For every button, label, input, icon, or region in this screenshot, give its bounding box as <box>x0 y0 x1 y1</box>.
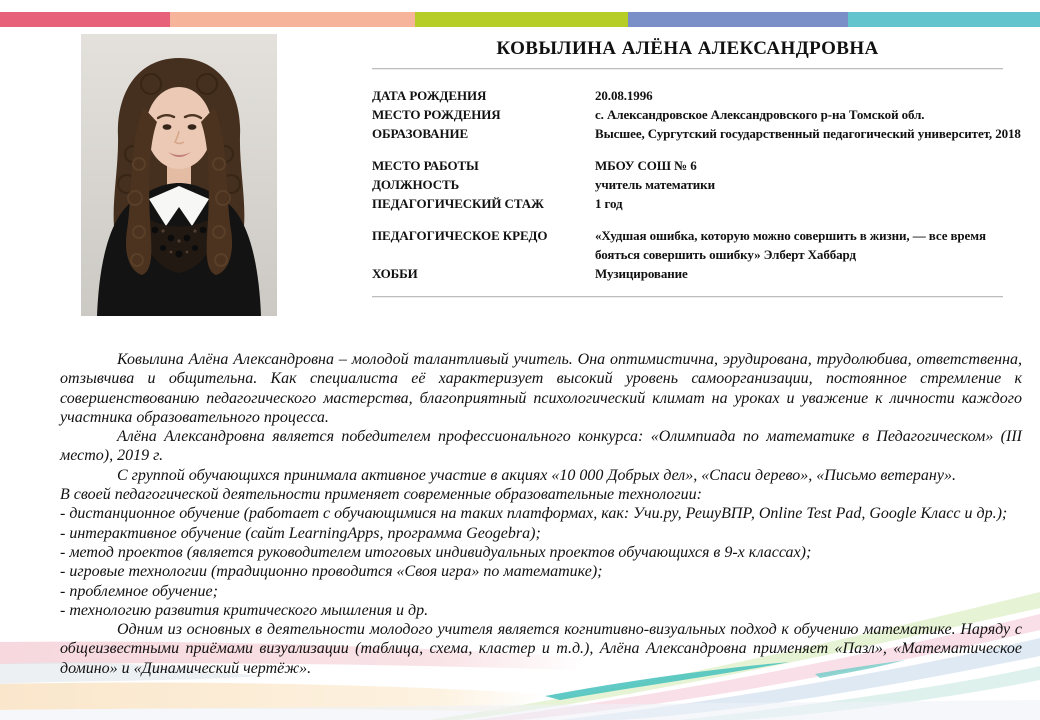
profile-table <box>372 86 1021 283</box>
info-label: МЕСТО РОЖДЕНИЯ <box>372 107 501 122</box>
body-text <box>60 350 1022 678</box>
info-row <box>372 86 1003 105</box>
info-label: ПЕДАГОГИЧЕСКИЙ СТАЖ <box>372 196 544 211</box>
info-label: ОБРАЗОВАНИЕ <box>372 126 469 141</box>
strip-segment <box>170 12 415 27</box>
table-row-gap <box>372 213 1003 226</box>
info-value: учитель математики <box>595 177 715 192</box>
info-label: МЕСТО РАБОТЫ <box>372 158 479 173</box>
table-row-gap <box>372 143 1003 156</box>
info-value: 20.08.1996 <box>595 88 653 103</box>
paragraph: - проблемное обучение; <box>60 582 218 600</box>
strip-segment <box>848 12 1040 27</box>
info-row <box>372 194 1003 213</box>
info-value: МБОУ СОШ № 6 <box>595 158 697 173</box>
paragraph: Одним из основных в деятельности молодого учителя является когнитивно-визуальных подход к обучению математике. Наряду с общеизвестными приёмами визуализации (таблица, схема, кластер и т.д.), Алёна Александровна применяет «Пазл», «Математическое домино» и «Динамический чертёж». <box>60 621 1022 677</box>
info-value: Высшее, Сургутский государственный педагогический университет, 2018 <box>595 126 1021 141</box>
paragraph: - метод проектов (является руководителем итоговых индивидуальных проектов обучающихся в 9-х классах); <box>60 543 812 561</box>
paragraph: Алёна Александровна является победителем профессионального конкурса: «Олимпиада по математике в Педагогическом» (III место), 2019 г. <box>60 428 1022 465</box>
info-value: «Худшая ошибка, которую можно совершить в жизни, — все время бояться совершить ошибку» Элберт Хаббард <box>595 228 986 262</box>
info-row <box>372 175 1003 194</box>
paragraph: - интерактивное обучение (сайт LearningApps, программа Geogebra); <box>60 524 541 542</box>
portrait-photo <box>81 34 277 316</box>
strip-segment <box>628 12 848 27</box>
info-label: ХОББИ <box>372 266 418 281</box>
strip-segment <box>0 12 170 27</box>
info-label: ПЕДАГОГИЧЕСКОЕ КРЕДО <box>372 228 548 243</box>
paragraph: - дистанционное обучение (работает с обучающимися на таких платформах, как: Учи.ру, РешуВПР, Online Test Pad, Google Класс и др.); <box>60 505 1008 523</box>
header-rule-top <box>372 68 1003 70</box>
paragraph: - игровые технологии (традиционно проводится «Своя игра» по математике); <box>60 563 603 581</box>
info-row <box>372 156 1003 175</box>
info-row <box>372 264 1003 283</box>
info-row <box>372 124 1021 143</box>
paragraph: - технологию развития критического мышления и др. <box>60 601 429 619</box>
paragraph: В своей педагогической деятельности применяет современные образовательные технологии: <box>60 486 702 504</box>
portrait-illustration <box>81 34 277 316</box>
info-value: Музицирование <box>595 266 688 281</box>
info-label: ДОЛЖНОСТЬ <box>372 177 460 192</box>
paragraph: Ковылина Алёна Александровна – молодой талантливый учитель. Она оптимистична, эрудирована, трудолюбива, ответственна, отзывчива и общительна. Как специалиста её характеризует высокий уровень самоорганизации, постоянное стремление к совершенствованию педагогического мастерства, благоприятный психологический климат на уроках и уважение к личности каждого участника образовательного процесса. <box>60 351 1022 426</box>
paragraph: С группой обучающихся принимала активное участие в акциях «10 000 Добрых дел», «Спаси дерево», «Письмо ветерану». <box>117 466 956 484</box>
page-title: КОВЫЛИНА АЛЁНА АЛЕКСАНДРОВНА <box>496 38 879 59</box>
info-label: ДАТА РОЖДЕНИЯ <box>372 88 487 103</box>
top-color-strip <box>0 12 1040 27</box>
info-value: с. Александровское Александровского р-на Томской обл. <box>595 107 925 122</box>
strip-segment <box>415 12 628 27</box>
info-row <box>372 226 1003 264</box>
info-row <box>372 105 1003 124</box>
info-value: 1 год <box>595 196 623 211</box>
header-rule-bottom <box>372 296 1003 298</box>
